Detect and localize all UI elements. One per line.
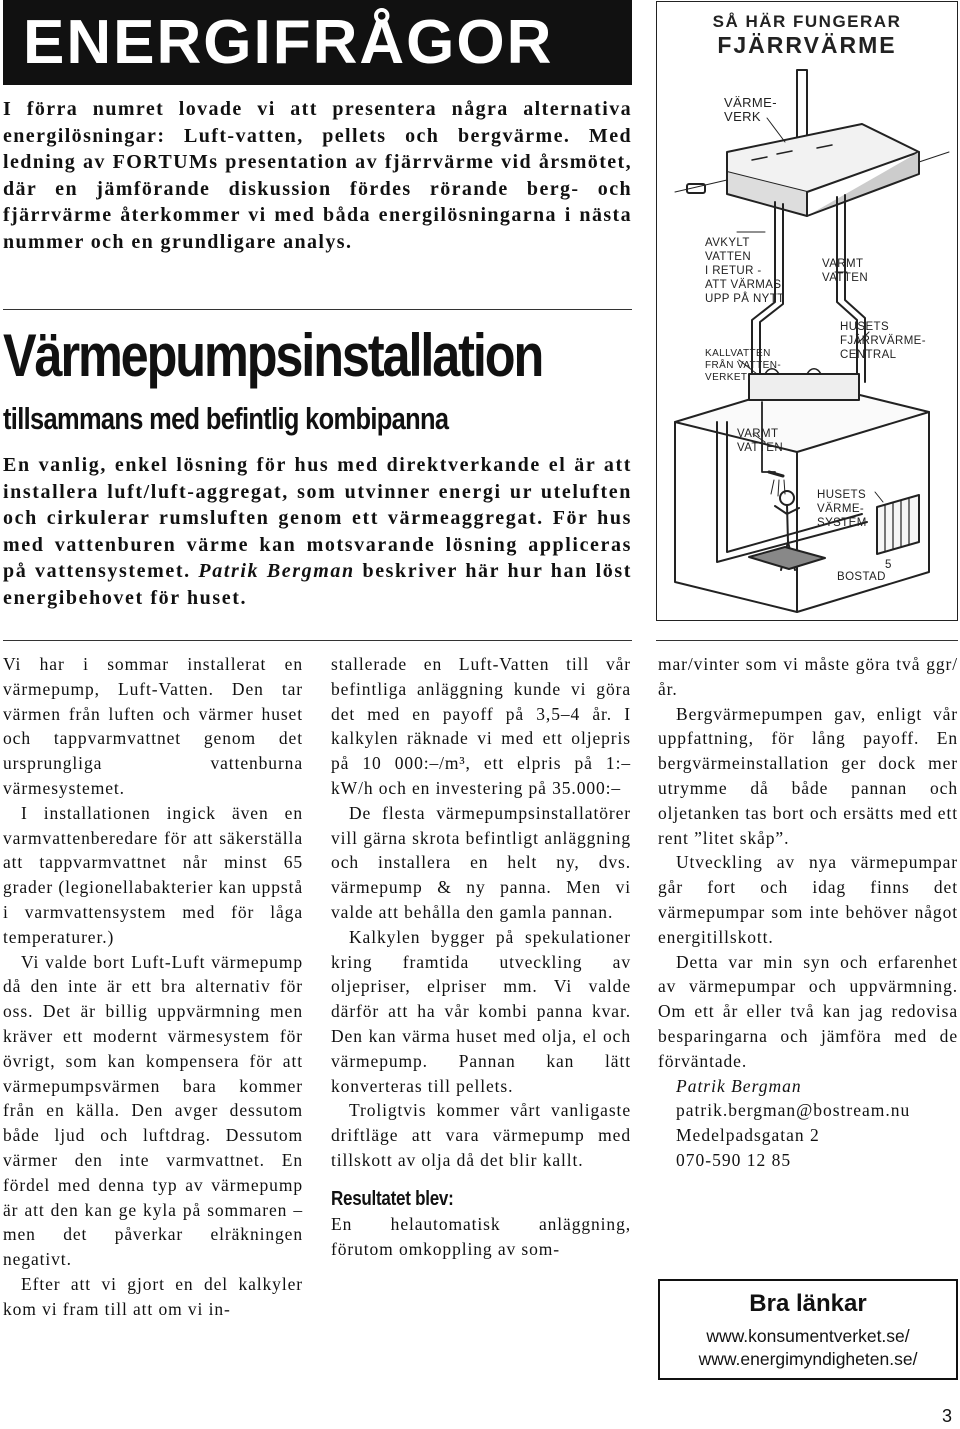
article-lead	[3, 452, 632, 611]
illustration-title-line2: FJÄRRVÄRME	[717, 32, 897, 58]
body-paragraph: stallerade en Luft-Vatten till vår befintliga anläggning kunde vi göra det med en payoff på 3,5–4 år. I kalkylen räknade vi med ett oljepris på 10 000:–/m³, ett elpris på 1:– kW/h och en investering på 35.000:–	[331, 654, 631, 798]
divider-columns	[3, 640, 632, 641]
shower-head	[769, 472, 783, 476]
lead-text-end: beskriver här hur han löst energibehovet för huset.	[3, 560, 632, 609]
body-paragraph: Vi har i sommar installerat en värmepump, Luft-Vatten. Den tar värmen från luften och värmer huset och tappvarmvattnet genom det ursprungliga vattenburna värmesystemet.	[3, 654, 303, 798]
label-hot-water-top: VARMT VATTEN	[822, 258, 869, 284]
divider-right-column	[656, 640, 958, 641]
body-paragraph: Efter att vi gjort en del kalkyler kom vi fram till att om vi in-	[3, 1273, 303, 1319]
body-paragraph: Vi valde bort Luft-Luft värmepump då den inte är ett bra alternativ för oss. Det är billig uppvärmning men kräver ett modernt värmesystem för övrigt, som kan kompensera för att värmepumpsvärmen bara kommer från en källa. Den avger dessutom både ljud och luftdrag. Dessutom värmer den inte varmvattnet. En fördel med denna typ av värmepump är att den kan ge kyla på sommaren – men det påverkar elräkningen negativt.	[3, 951, 303, 1270]
illustration-title-line1: SÅ HÄR FUNGERAR	[712, 12, 902, 31]
label-cold-water: KALLVATTEN FRÅN VATTEN- VERKET	[705, 348, 782, 383]
body-paragraph: I installationen ingick även en varmvattenberedare för att säkerställa att tappvarmvattnet når minst 65 grader (legionellabakterier kan uppstå i varmvattensystem med för låga temperaturer.)	[3, 802, 303, 947]
radiator-shape	[877, 495, 919, 554]
author-email: patrik.bergman@bostream.nu	[676, 1100, 911, 1121]
link-konsumentverket[interactable]: www.konsumentverket.se/	[706, 1326, 910, 1346]
body-paragraph: Detta var min syn och erfarenhet av värmepumpar och uppvärmning. Om ett år eller två kan jag redovisa besparingarna och jämföra med de förväntade.	[658, 951, 958, 1071]
body-paragraph: Utveckling av nya värmepumpar går fort och idag finns det värmepumpar som inte behöver något energitillskott.	[658, 852, 958, 947]
section-banner: ENERGIFRÅGOR	[3, 0, 632, 85]
label-dwelling: BOSTAD	[837, 571, 886, 583]
body-paragraph: Troligtvis kommer vårt vanligaste driftläge att vara värmepump med tillskott av olja då det blir kallt.	[331, 1100, 631, 1170]
district-heating-illustration	[656, 1, 958, 621]
body-paragraph: mar/vinter som vi måste göra två ggr/år.	[658, 654, 958, 699]
author-phone: 070-590 12 85	[676, 1149, 792, 1170]
illustration-drawing	[657, 2, 956, 619]
label-hot-water-mid: VARMT VATTEN	[737, 428, 784, 454]
result-paragraph: En helautomatisk anläggning, förutom omkoppling av som-	[331, 1213, 631, 1259]
intro-paragraph: I förra numret lovade vi att presentera några alternativa energilösningar: Luft-vatten, pellets och bergvärme. Med ledning av FORTUMs presentation av fjärrvärme vid årsmötet, där en jämförande diskussion fördes rörande berg- och fjärrvärme återkommer vi med båda energilösningarna i nästa nummer och en grundligare analys.	[3, 98, 632, 253]
body-paragraph: Kalkylen bygger på spekulationer kring framtida utveckling av oljepriser, elpriser mm. Vi valde därför att ha vår kombi panna kvar. Den kan värma huset med olja, el och värmepump. Pannan kan lätt konverteras till pellets.	[331, 926, 631, 1096]
article-column-1	[3, 652, 303, 1322]
article-column-3	[658, 652, 958, 1173]
label-heating-system: HUSETS VÄRME- SYSTEM	[817, 489, 867, 529]
body-paragraph: De flesta värmepumpsinstallatörer vill gärna skrota befintligt anläggning och installera en helt ny, dvs. värmepump & ny panna. Men vi valde att behålla den gamla pannan.	[331, 802, 631, 922]
article-subtitle: tillsammans med befintlig kombipanna	[3, 401, 449, 436]
article-title: Värmepumpsinstallation	[3, 322, 543, 389]
label-return-water: AVKYLT VATTEN I RETUR - ATT VÄRMAS UPP PÅ NYTT	[705, 237, 785, 305]
lead-author: Patrik Bergman	[198, 560, 355, 582]
link-energimyndigheten[interactable]: www.energimyndigheten.se/	[698, 1349, 918, 1369]
page-number: 3	[941, 1406, 952, 1426]
label-substation: HUSETS FJÄRRVÄRME- CENTRAL	[840, 321, 926, 361]
links-title: Bra länkar	[749, 1290, 867, 1317]
body-paragraph: Bergvärmepumpen gav, enligt vår uppfattning, för lång payoff. En bergvärmeinstallation ger dock mer utrymme då både pannan och oljetanken tas bort och ersätts med ett rent ”litet skåp”.	[658, 703, 958, 848]
result-heading: Resultatet blev:	[331, 1187, 454, 1210]
author-address: Medelpadsgatan 2	[676, 1125, 820, 1146]
divider-top	[3, 309, 632, 310]
lead-text: En vanlig, enkel lösning för hus med direktverkande el är att installera luft/luft-aggregat, som utvinner energi ur uteluften och cirkulerar rumsluften genom ett värmeaggregat. För hus med vattenburen värme kan motsvarande lösning appliceras på vattensystemet.	[3, 454, 632, 582]
article-column-2	[331, 652, 631, 1261]
person-head	[780, 491, 794, 505]
label-power-plant: VÄRME- VERK	[724, 95, 777, 124]
author-name: Patrik Bergman	[676, 1075, 802, 1096]
links-box	[658, 1279, 958, 1380]
label-number: 5	[885, 559, 892, 571]
